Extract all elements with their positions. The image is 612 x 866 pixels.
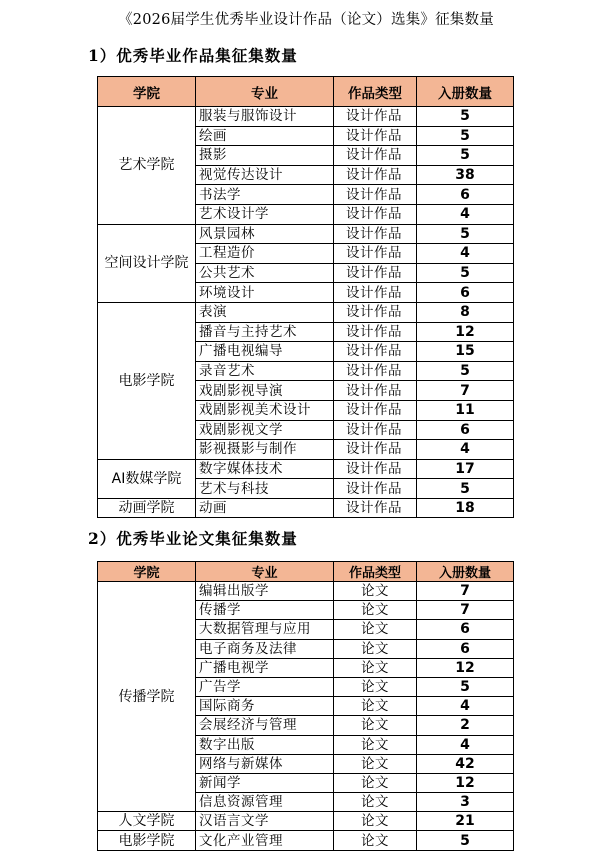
major-cell: 绘画 (196, 126, 334, 146)
type-cell: 设计作品 (334, 342, 417, 362)
college-cell: 人文学院 (98, 812, 196, 831)
count-cell: 6 (417, 185, 514, 205)
type-cell: 设计作品 (334, 204, 417, 224)
major-cell: 广播电视编导 (196, 342, 334, 362)
count-cell: 3 (417, 793, 514, 812)
table-row (98, 498, 514, 518)
table-row (98, 459, 514, 479)
document-title: 《2026届学生优秀毕业设计作品（论文）选集》征集数量 (118, 12, 494, 28)
major-cell: 信息资源管理 (196, 793, 334, 812)
type-cell: 论文 (334, 754, 417, 773)
works-collection-table (97, 76, 514, 518)
type-cell: 论文 (334, 639, 417, 658)
count-cell: 4 (417, 440, 514, 460)
major-cell: 数字媒体技术 (196, 459, 334, 479)
type-cell: 设计作品 (334, 400, 417, 420)
type-cell: 设计作品 (334, 263, 417, 283)
count-cell: 5 (417, 677, 514, 696)
type-cell: 论文 (334, 793, 417, 812)
header-count: 入册数量 (417, 562, 514, 582)
type-cell: 设计作品 (334, 381, 417, 401)
major-cell: 电子商务及法律 (196, 639, 334, 658)
major-cell: 播音与主持艺术 (196, 322, 334, 342)
header-major: 专业 (196, 562, 334, 582)
type-cell: 设计作品 (334, 146, 417, 166)
header-major: 专业 (196, 77, 334, 107)
type-cell: 设计作品 (334, 165, 417, 185)
major-cell: 录音艺术 (196, 361, 334, 381)
header-college: 学院 (98, 562, 196, 582)
major-cell: 广告学 (196, 677, 334, 696)
type-cell: 设计作品 (334, 420, 417, 440)
count-cell: 12 (417, 658, 514, 677)
table-row (98, 812, 514, 831)
table-row (98, 107, 514, 127)
count-cell: 6 (417, 620, 514, 639)
count-cell: 7 (417, 381, 514, 401)
count-cell: 6 (417, 283, 514, 303)
type-cell: 论文 (334, 812, 417, 831)
type-cell: 设计作品 (334, 107, 417, 127)
count-cell: 2 (417, 716, 514, 735)
major-cell: 广播电视学 (196, 658, 334, 677)
thesis-collection-table (97, 561, 514, 851)
count-cell: 5 (417, 831, 514, 850)
header-college: 学院 (98, 77, 196, 107)
table-row (98, 582, 514, 601)
college-cell: 空间设计学院 (98, 224, 196, 302)
count-cell: 4 (417, 204, 514, 224)
major-cell: 戏剧影视文学 (196, 420, 334, 440)
major-cell: 大数据管理与应用 (196, 620, 334, 639)
count-cell: 15 (417, 342, 514, 362)
college-cell: 电影学院 (98, 302, 196, 459)
college-cell: 电影学院 (98, 831, 196, 850)
type-cell: 论文 (334, 697, 417, 716)
table-body (98, 107, 514, 518)
count-cell: 5 (417, 224, 514, 244)
count-cell: 11 (417, 400, 514, 420)
major-cell: 汉语言文学 (196, 812, 334, 831)
header-count: 入册数量 (417, 77, 514, 107)
major-cell: 戏剧影视美术设计 (196, 400, 334, 420)
table-row (98, 831, 514, 850)
major-cell: 动画 (196, 498, 334, 518)
count-cell: 5 (417, 126, 514, 146)
major-cell: 国际商务 (196, 697, 334, 716)
type-cell: 设计作品 (334, 459, 417, 479)
header-type: 作品类型 (334, 77, 417, 107)
college-cell: 艺术学院 (98, 107, 196, 225)
college-cell: 动画学院 (98, 498, 196, 518)
major-cell: 工程造价 (196, 244, 334, 264)
college-cell: AI数媒学院 (98, 459, 196, 498)
major-cell: 戏剧影视导演 (196, 381, 334, 401)
count-cell: 4 (417, 244, 514, 264)
major-cell: 环境设计 (196, 283, 334, 303)
count-cell: 7 (417, 582, 514, 601)
type-cell: 论文 (334, 658, 417, 677)
count-cell: 17 (417, 459, 514, 479)
type-cell: 论文 (334, 716, 417, 735)
count-cell: 8 (417, 302, 514, 322)
major-cell: 会展经济与管理 (196, 716, 334, 735)
type-cell: 论文 (334, 601, 417, 620)
major-cell: 传播学 (196, 601, 334, 620)
major-cell: 公共艺术 (196, 263, 334, 283)
table-header-row (98, 77, 514, 107)
type-cell: 设计作品 (334, 224, 417, 244)
major-cell: 表演 (196, 302, 334, 322)
type-cell: 论文 (334, 735, 417, 754)
count-cell: 12 (417, 773, 514, 792)
count-cell: 18 (417, 498, 514, 518)
major-cell: 书法学 (196, 185, 334, 205)
college-cell: 传播学院 (98, 582, 196, 812)
type-cell: 论文 (334, 773, 417, 792)
count-cell: 4 (417, 697, 514, 716)
major-cell: 风景园林 (196, 224, 334, 244)
type-cell: 设计作品 (334, 479, 417, 499)
count-cell: 21 (417, 812, 514, 831)
type-cell: 设计作品 (334, 440, 417, 460)
count-cell: 12 (417, 322, 514, 342)
count-cell: 6 (417, 420, 514, 440)
table-row (98, 224, 514, 244)
major-cell: 影视摄影与制作 (196, 440, 334, 460)
count-cell: 5 (417, 361, 514, 381)
header-type: 作品类型 (334, 562, 417, 582)
major-cell: 文化产业管理 (196, 831, 334, 850)
table-body (98, 582, 514, 851)
major-cell: 艺术与科技 (196, 479, 334, 499)
type-cell: 设计作品 (334, 185, 417, 205)
type-cell: 设计作品 (334, 126, 417, 146)
type-cell: 论文 (334, 677, 417, 696)
count-cell: 42 (417, 754, 514, 773)
major-cell: 摄影 (196, 146, 334, 166)
count-cell: 4 (417, 735, 514, 754)
section-1-title: 1）优秀毕业作品集征集数量 (88, 46, 298, 65)
count-cell: 6 (417, 639, 514, 658)
section-2-title: 2）优秀毕业论文集征集数量 (88, 529, 298, 548)
count-cell: 38 (417, 165, 514, 185)
table-header-row (98, 562, 514, 582)
type-cell: 论文 (334, 620, 417, 639)
major-cell: 网络与新媒体 (196, 754, 334, 773)
count-cell: 5 (417, 263, 514, 283)
major-cell: 数字出版 (196, 735, 334, 754)
type-cell: 设计作品 (334, 244, 417, 264)
type-cell: 论文 (334, 831, 417, 850)
type-cell: 设计作品 (334, 361, 417, 381)
type-cell: 设计作品 (334, 498, 417, 518)
type-cell: 设计作品 (334, 283, 417, 303)
major-cell: 艺术设计学 (196, 204, 334, 224)
major-cell: 服装与服饰设计 (196, 107, 334, 127)
count-cell: 5 (417, 479, 514, 499)
count-cell: 5 (417, 146, 514, 166)
major-cell: 编辑出版学 (196, 582, 334, 601)
major-cell: 视觉传达设计 (196, 165, 334, 185)
major-cell: 新闻学 (196, 773, 334, 792)
type-cell: 设计作品 (334, 322, 417, 342)
type-cell: 设计作品 (334, 302, 417, 322)
count-cell: 5 (417, 107, 514, 127)
table-row (98, 302, 514, 322)
count-cell: 7 (417, 601, 514, 620)
type-cell: 论文 (334, 582, 417, 601)
